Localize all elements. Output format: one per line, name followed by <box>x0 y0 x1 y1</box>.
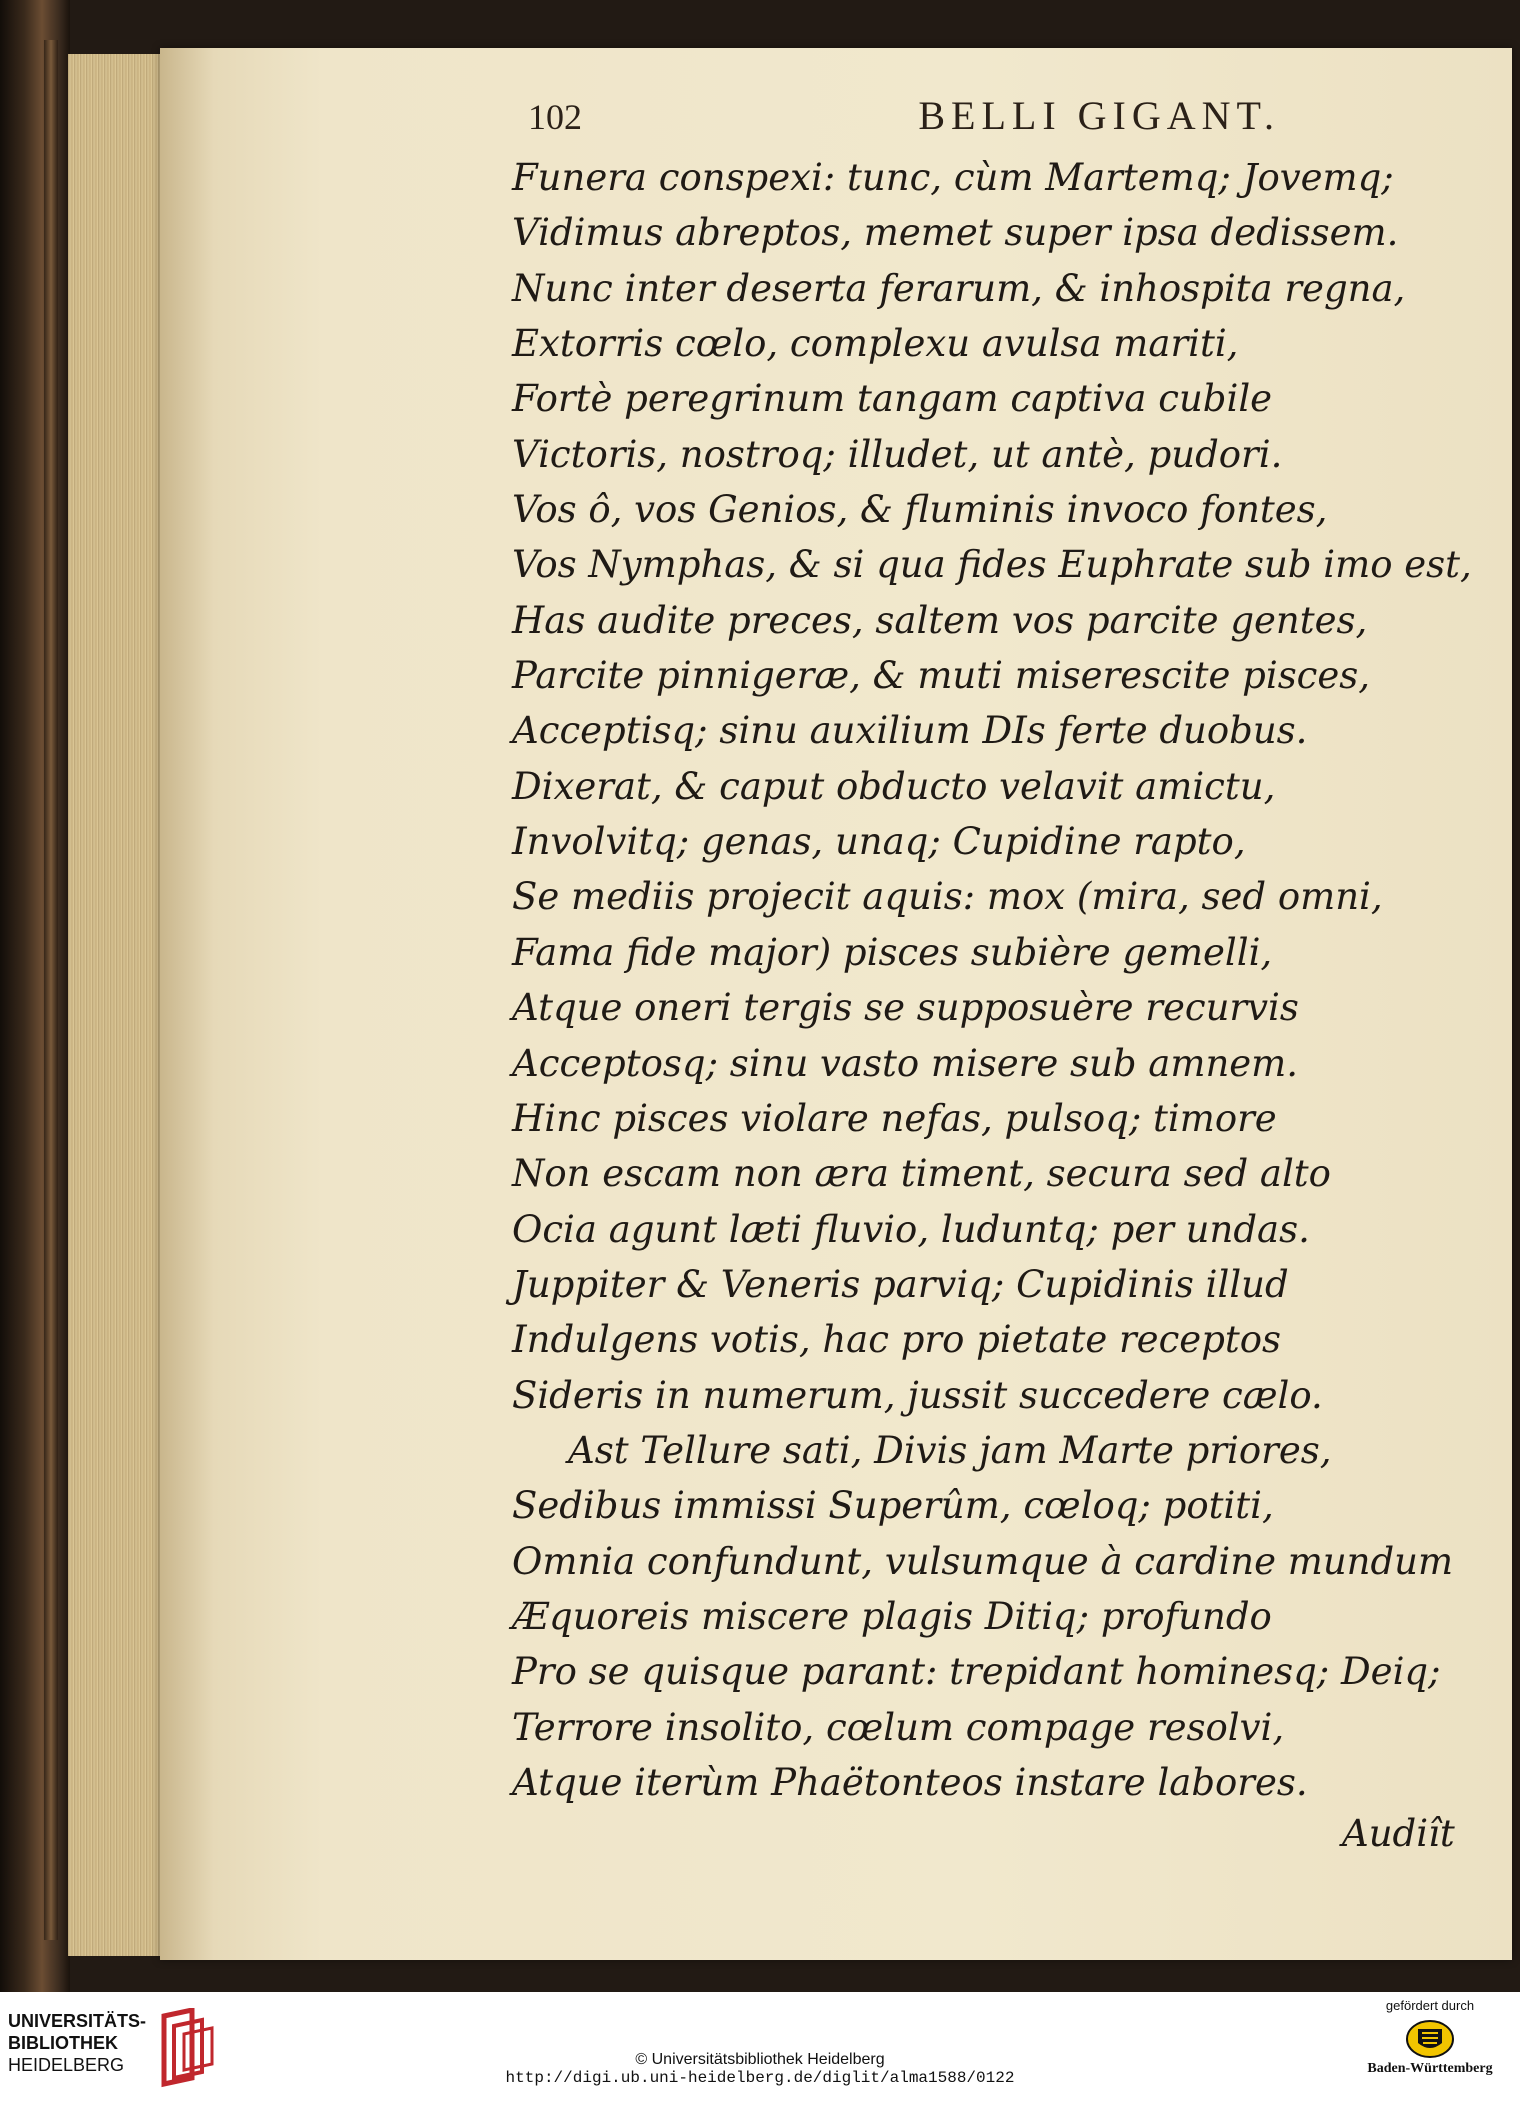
verse-line: Fama fide major) pisces subière gemelli, <box>512 930 1273 974</box>
sponsor-block <box>1360 1998 1500 2077</box>
poem-text <box>512 150 1472 1810</box>
verse-line: Vos Nymphas, & si qua fides Euphrate sub imo est, <box>512 543 1472 587</box>
verse-line: Omnia confundunt, vulsumque à cardine mundum <box>512 1539 1454 1583</box>
library-name-line: BIBLIOTHEK <box>8 2033 118 2053</box>
verse-line: Vos ô, vos Genios, & fluminis invoco fontes, <box>512 488 1328 532</box>
verse-line: Atque iterùm Phaëtonteos instare labores. <box>512 1760 1308 1804</box>
verse-line: Victoris, nostroq; illudet, ut antè, pudori. <box>512 432 1283 476</box>
verse-line: Non escam non æra timent, secura sed alto <box>512 1152 1331 1196</box>
verse-line: Involvitq; genas, unaq; Cupidine rapto, <box>512 820 1246 864</box>
baden-wuerttemberg-crest-icon[interactable] <box>1405 2019 1455 2059</box>
verse-line: Sedibus immissi Superûm, cœloq; potiti, <box>512 1484 1274 1528</box>
copyright-text: © Universitätsbibliothek Heidelberg <box>635 2051 885 2068</box>
permalink[interactable]: http://digi.ub.uni-heidelberg.de/diglit/alma1588/0122 <box>505 2069 1015 2087</box>
verse-line: Se mediis projecit aquis: mox (mira, sed omni, <box>512 875 1383 919</box>
copyright-block <box>0 2050 1520 2088</box>
verse-line: Pro se quisque parant: trepidant hominesq; Deiq; <box>512 1650 1441 1694</box>
verse-line: Ocia agunt læti fluvio, luduntq; per undas. <box>512 1207 1310 1251</box>
verse-line: Dixerat, & caput obducto velavit amictu, <box>512 764 1276 808</box>
verse-line: Sideris in numerum, jussit succedere cælo. <box>512 1373 1323 1417</box>
sponsor-name: Baden-Württemberg <box>1367 2061 1493 2076</box>
verse-line: Terrore insolito, cœlum compage resolvi, <box>512 1705 1285 1749</box>
verse-line: Indulgens votis, hac pro pietate receptos <box>512 1318 1282 1362</box>
verse-line: Funera conspexi: tunc, cùm Martemq; Jovemq; <box>512 156 1394 199</box>
running-title: BELLI GIGANT. <box>918 93 1280 138</box>
verse-line: Vidimus abreptos, memet super ipsa dedissem. <box>512 211 1399 255</box>
page-stack-edge <box>68 54 168 1956</box>
verse-line: Acceptosq; sinu vasto misere sub amnem. <box>512 1041 1299 1085</box>
verse-line: Fortè peregrinum tangam captiva cubile <box>512 377 1273 421</box>
verse-line: Æquoreis miscere plagis Ditiq; profundo <box>512 1594 1272 1638</box>
verse-line: Parcite pinnigeræ, & muti miserescite pisces, <box>512 654 1371 698</box>
verse-line: Extorris cœlo, complexu avulsa mariti, <box>512 322 1239 366</box>
library-name-line: UNIVERSITÄTS- <box>8 2011 147 2031</box>
viewer-footer <box>0 1992 1520 2102</box>
verse-line: Juppiter & Veneris parviq; Cupidinis illud <box>512 1262 1289 1306</box>
verse-line: Ast Tellure sati, Divis jam Marte priores, <box>568 1428 1332 1472</box>
page-number: 102 <box>528 97 582 137</box>
sponsor-label: gefördert durch <box>1385 1998 1475 2013</box>
verse-line: Has audite preces, saltem vos parcite gentes, <box>512 598 1368 642</box>
library-name-line: HEIDELBERG <box>8 2055 125 2075</box>
catchword: Audiît <box>1342 1812 1455 1855</box>
verse-line: Atque oneri tergis se supposuère recurvis <box>512 986 1299 1030</box>
verse-line: Acceptisq; sinu auxilium DIs ferte duobus. <box>512 709 1308 753</box>
cover-binding-strip <box>44 40 58 1940</box>
book-cover-edge <box>0 0 70 1992</box>
page-header <box>520 93 1300 146</box>
verse-line: Nunc inter deserta ferarum, & inhospita regna, <box>512 266 1406 310</box>
verse-line: Hinc pisces violare nefas, pulsoq; timore <box>512 1096 1277 1140</box>
